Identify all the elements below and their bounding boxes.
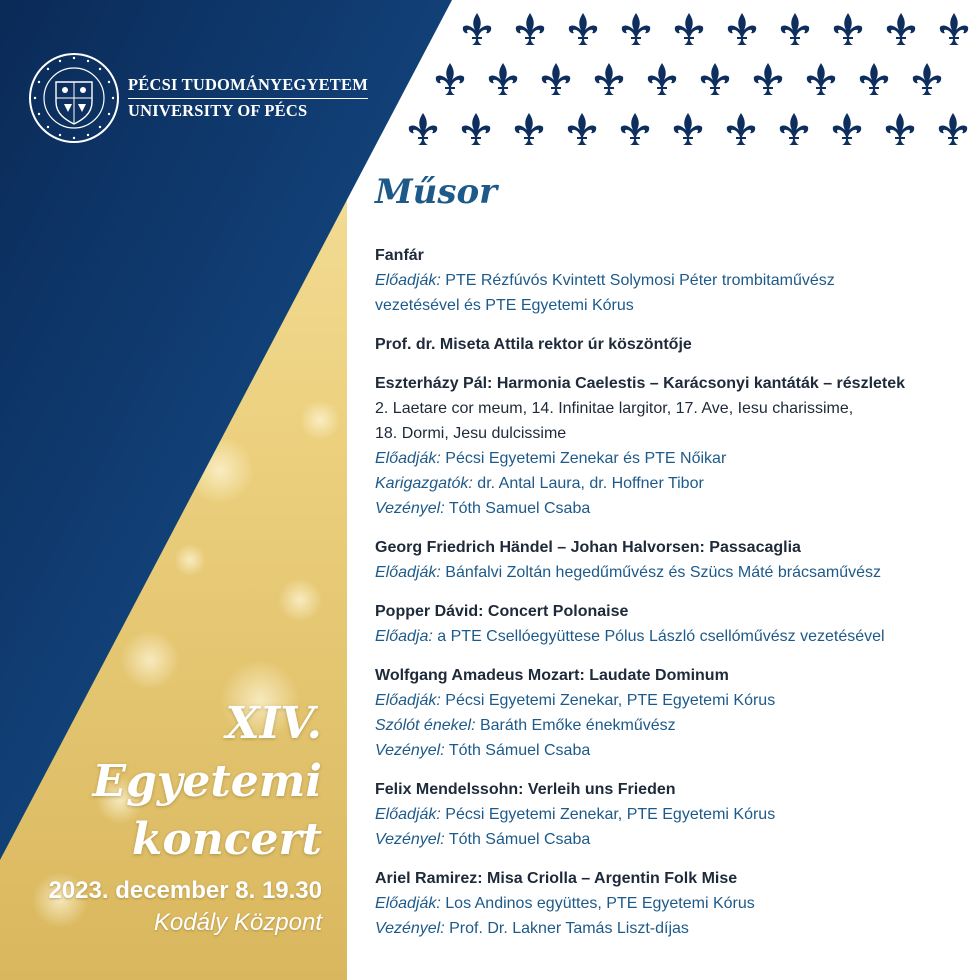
program-item-detail (375, 421, 965, 446)
program-item-title: Fanfár (375, 247, 424, 264)
program-item (375, 777, 965, 852)
program-item-detail (375, 268, 965, 293)
performer-text: Los Andinos együttes, PTE Egyetemi Kórus (440, 895, 755, 912)
performer-role-label: Szólót énekel: (375, 717, 476, 734)
event-title-line-2: Egyetemi (92, 756, 322, 807)
program-item (375, 663, 965, 763)
performer-role-label: Vezényel: (375, 742, 445, 759)
event-title-line-1: XIV. (225, 698, 322, 749)
performer-role-label: Előadják: (375, 895, 441, 912)
performer-text: a PTE Csellóegyüttese Pólus László csellóművész vezetésével (432, 628, 885, 645)
performer-text: dr. Antal Laura, dr. Hoffner Tibor (472, 475, 704, 492)
program-item-detail (375, 396, 965, 421)
program-item-detail (375, 916, 965, 941)
performer-role-label: Előadja: (375, 628, 433, 645)
university-name (128, 75, 368, 121)
performer-role-label: Előadják: (375, 450, 441, 467)
program-item-detail (375, 891, 965, 916)
performer-text: Tóth Sámuel Csaba (444, 742, 591, 759)
program-item-detail (375, 446, 965, 471)
performer-role-label: Vezényel: (375, 920, 445, 937)
university-name-en: UNIVERSITY OF PÉCS (128, 101, 308, 120)
university-seal-icon (28, 52, 120, 144)
performer-role-label: Vezényel: (375, 500, 445, 517)
program-item (375, 332, 965, 357)
performer-text: Bánfalvi Zoltán hegedűművész és Szücs Máté brácsaművész (440, 564, 882, 581)
performer-role-label: Előadják: (375, 272, 441, 289)
performer-text: 18. Dormi, Jesu dulcissime (375, 425, 567, 442)
event-title-line-3: koncert (131, 814, 322, 865)
program-item-detail (375, 624, 965, 649)
program-item-detail (375, 293, 965, 318)
performer-text: Pécsi Egyetemi Zenekar, PTE Egyetemi Kórus (440, 692, 776, 709)
program-item-detail (375, 827, 965, 852)
performer-text: Prof. Dr. Lakner Tamás Liszt-díjas (444, 920, 689, 937)
performer-role-label: Vezényel: (375, 831, 445, 848)
program-item (375, 371, 965, 521)
program-item-title: Wolfgang Amadeus Mozart: Laudate Dominum (375, 667, 729, 684)
event-date: 2023. december 8. 19.30 (48, 877, 322, 904)
program-item-detail (375, 713, 965, 738)
program-item-title: Popper Dávid: Concert Polonaise (375, 603, 629, 620)
program-item-detail (375, 688, 965, 713)
performer-role-label: Előadják: (375, 806, 441, 823)
program-item-detail (375, 738, 965, 763)
program-heading: Műsor (375, 172, 498, 212)
program-item-title: Georg Friedrich Händel – Johan Halvorsen: Passacaglia (375, 539, 801, 556)
performer-text: PTE Rézfúvós Kvintett Solymosi Péter trombitaművész (440, 272, 835, 289)
performer-text: Tóth Sámuel Csaba (444, 831, 591, 848)
university-name-hu: PÉCSI TUDOMÁNYEGYETEM (128, 75, 368, 99)
performer-role-label: Karigazgatók: (375, 475, 473, 492)
program-item (375, 243, 965, 318)
performer-text: Baráth Emőke énekművész (475, 717, 676, 734)
program-item-title: Prof. dr. Miseta Attila rektor úr köszöntője (375, 336, 692, 353)
program-item-detail (375, 560, 965, 585)
performer-text: Tóth Samuel Csaba (444, 500, 591, 517)
event-title-block (48, 695, 322, 937)
performer-text: Pécsi Egyetemi Zenekar, PTE Egyetemi Kórus (440, 806, 776, 823)
program-item-detail (375, 802, 965, 827)
performer-text: Pécsi Egyetemi Zenekar és PTE Nőikar (440, 450, 727, 467)
performer-text: 2. Laetare cor meum, 14. Infinitae largitor, 17. Ave, Iesu charissime, (375, 400, 854, 417)
program-item-title: Felix Mendelssohn: Verleih uns Frieden (375, 781, 676, 798)
program-item (375, 535, 965, 585)
performer-role-label: Előadják: (375, 692, 441, 709)
performer-text: vezetésével és PTE Egyetemi Kórus (375, 297, 634, 314)
performer-role-label: Előadják: (375, 564, 441, 581)
program-list (375, 243, 965, 955)
program-item-detail (375, 471, 965, 496)
program-item (375, 866, 965, 941)
program-item-title: Eszterházy Pál: Harmonia Caelestis – Karácsonyi kantáták – részletek (375, 375, 906, 392)
event-venue: Kodály Központ (153, 909, 322, 936)
program-item-title: Ariel Ramirez: Misa Criolla – Argentin Folk Mise (375, 870, 738, 887)
program-item (375, 599, 965, 649)
university-logo[interactable] (28, 52, 368, 144)
program-item-detail (375, 496, 965, 521)
